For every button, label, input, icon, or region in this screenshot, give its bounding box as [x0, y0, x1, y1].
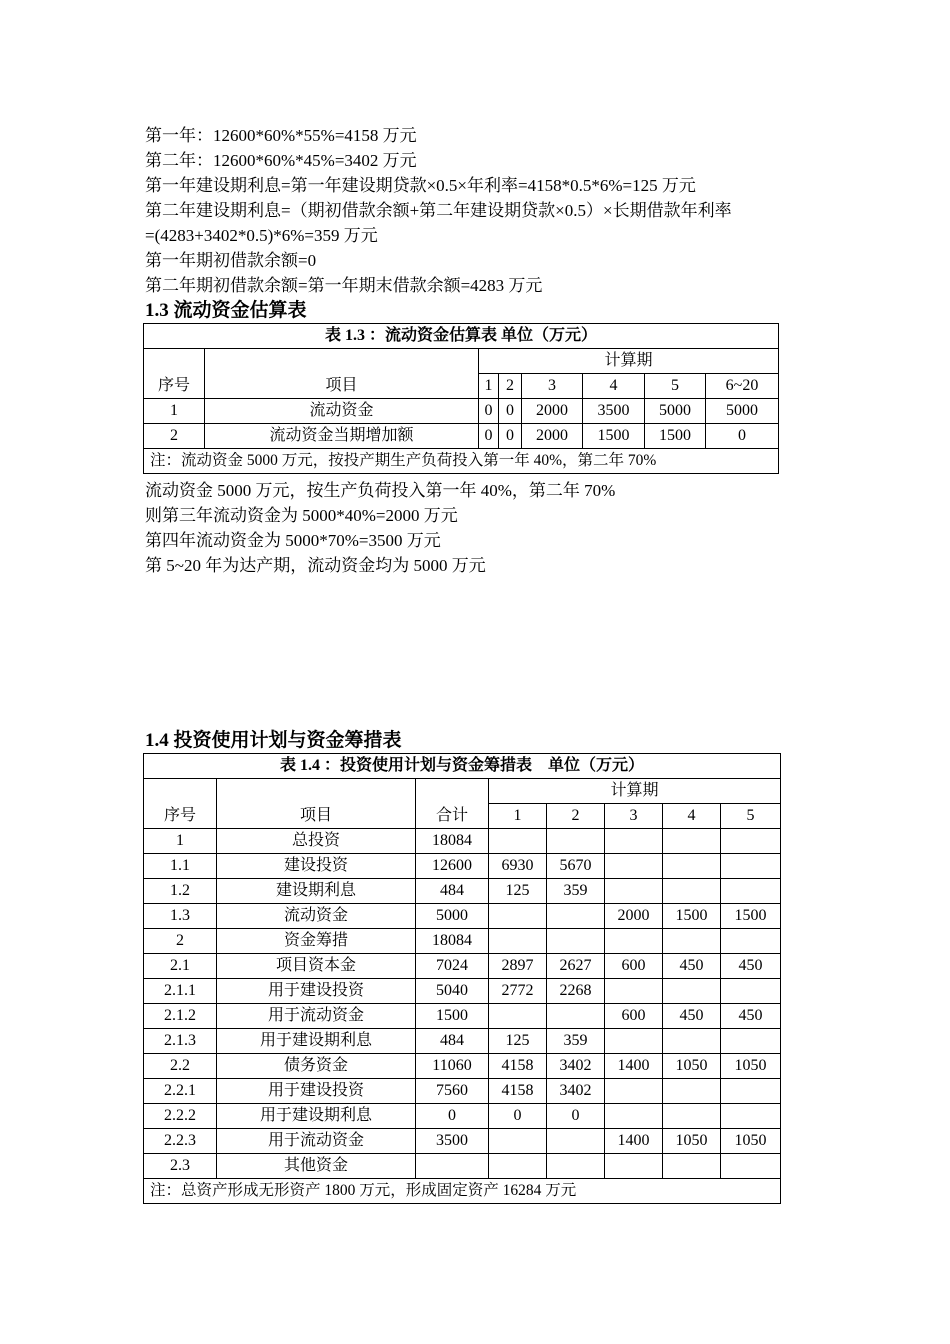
- cell-value: [721, 1154, 781, 1179]
- table-note-row: [144, 449, 779, 474]
- cell-no: 2.2.1: [144, 1079, 217, 1104]
- table-row: [144, 1129, 781, 1154]
- cell-value: 359: [547, 879, 605, 904]
- cell-value: 3402: [547, 1079, 605, 1104]
- cell-value: 0: [547, 1104, 605, 1129]
- cell-value: [605, 979, 663, 1004]
- period-col-header: 3: [605, 804, 663, 829]
- cell-item: 用于建设期利息: [217, 1104, 416, 1129]
- body-line: 则第三年流动资金为 5000*40%=2000 万元: [145, 506, 458, 525]
- cell-no: 2: [144, 424, 205, 449]
- section-heading-1-4: 1.4 投资使用计划与资金筹措表: [145, 730, 402, 751]
- period-col-header: 3: [522, 374, 583, 399]
- cell-value: 0: [479, 424, 499, 449]
- cell-value: [663, 879, 721, 904]
- cell-value: [605, 929, 663, 954]
- cell-value: 5000: [706, 399, 779, 424]
- header-total: 合计: [416, 779, 489, 829]
- cell-value: [605, 1154, 663, 1179]
- cell-value: 450: [721, 954, 781, 979]
- cell-value: [489, 829, 547, 854]
- period-col-header: 2: [499, 374, 522, 399]
- cell-total: 5040: [416, 979, 489, 1004]
- cell-value: 6930: [489, 854, 547, 879]
- cell-value: 5670: [547, 854, 605, 879]
- cell-value: 0: [706, 424, 779, 449]
- cell-value: [663, 979, 721, 1004]
- investment-table-body: [144, 829, 781, 1179]
- cell-total: 5000: [416, 904, 489, 929]
- cell-value: 600: [605, 954, 663, 979]
- table-note: 注：流动资金 5000 万元，按投产期生产负荷投入第一年 40%，第二年 70%: [144, 449, 779, 474]
- table-row: [144, 979, 781, 1004]
- cell-item: 总投资: [217, 829, 416, 854]
- cell-no: 2: [144, 929, 217, 954]
- table-row: [144, 829, 781, 854]
- table-header-row: [144, 779, 781, 804]
- table-row: [144, 1154, 781, 1179]
- cell-value: 0: [499, 424, 522, 449]
- cell-value: [547, 829, 605, 854]
- cell-value: 450: [663, 954, 721, 979]
- cell-value: [663, 1029, 721, 1054]
- cell-total: 18084: [416, 829, 489, 854]
- period-col-header: 5: [645, 374, 706, 399]
- cell-no: 1: [144, 399, 205, 424]
- header-period: 计算期: [489, 779, 781, 804]
- cell-total: 7024: [416, 954, 489, 979]
- cell-value: [489, 904, 547, 929]
- intro-line: 第二年建设期利息=（期初借款余额+第二年建设期贷款×0.5）×长期借款年利率: [145, 201, 732, 220]
- cell-item: 建设投资: [217, 854, 416, 879]
- cell-value: 1500: [583, 424, 645, 449]
- table-row: [144, 904, 781, 929]
- cell-value: 2000: [605, 904, 663, 929]
- cell-value: [663, 1104, 721, 1129]
- cell-value: [605, 1079, 663, 1104]
- cell-total: 3500: [416, 1129, 489, 1154]
- cell-value: 0: [499, 399, 522, 424]
- cell-value: [721, 1029, 781, 1054]
- intro-line: 第一年：12600*60%*55%=4158 万元: [145, 126, 417, 145]
- intro-line: =(4283+3402*0.5)*6%=359 万元: [145, 226, 378, 245]
- cell-value: 4158: [489, 1054, 547, 1079]
- cell-value: 2000: [522, 424, 583, 449]
- cell-value: 4158: [489, 1079, 547, 1104]
- table-caption-row: [144, 754, 781, 779]
- cell-item: 债务资金: [217, 1054, 416, 1079]
- section-heading-1-3: 1.3 流动资金估算表: [145, 300, 307, 321]
- investment-plan-table: [143, 753, 781, 1204]
- cell-value: [547, 929, 605, 954]
- cell-item: 其他资金: [217, 1154, 416, 1179]
- cell-value: 1500: [663, 904, 721, 929]
- cell-no: 2.2: [144, 1054, 217, 1079]
- cell-total: 18084: [416, 929, 489, 954]
- cell-value: [605, 829, 663, 854]
- cell-no: 2.2.3: [144, 1129, 217, 1154]
- table-caption: 表 1.3 ：流动资金估算表 单位（万元）: [144, 324, 779, 349]
- cell-value: [605, 1104, 663, 1129]
- cell-value: 5000: [645, 399, 706, 424]
- cell-value: 2772: [489, 979, 547, 1004]
- cell-value: [489, 1154, 547, 1179]
- cell-no: 2.1.3: [144, 1029, 217, 1054]
- table-row: [144, 1104, 781, 1129]
- cell-value: [663, 829, 721, 854]
- period-col-header: 6~20: [706, 374, 779, 399]
- cell-total: 7560: [416, 1079, 489, 1104]
- header-no: 序号: [144, 349, 205, 399]
- cell-item: 流动资金: [205, 399, 479, 424]
- cell-total: 11060: [416, 1054, 489, 1079]
- intro-line: 第二年：12600*60%*45%=3402 万元: [145, 151, 417, 170]
- header-item: 项目: [205, 349, 479, 399]
- table-caption-row: [144, 324, 779, 349]
- table-row: [144, 954, 781, 979]
- cell-value: 1050: [721, 1129, 781, 1154]
- body-line: 第四年流动资金为 5000*70%=3500 万元: [145, 531, 441, 550]
- cell-item: 项目资本金: [217, 954, 416, 979]
- cell-value: 2897: [489, 954, 547, 979]
- table-header-row: [144, 349, 779, 374]
- cell-value: 600: [605, 1004, 663, 1029]
- cell-no: 1: [144, 829, 217, 854]
- table-note-row: [144, 1179, 781, 1204]
- cell-total: 484: [416, 879, 489, 904]
- cell-value: [721, 929, 781, 954]
- cell-value: 359: [547, 1029, 605, 1054]
- cell-item: 用于流动资金: [217, 1004, 416, 1029]
- cell-value: [605, 1029, 663, 1054]
- cell-no: 1.2: [144, 879, 217, 904]
- table-row: [144, 1054, 781, 1079]
- cell-total: 1500: [416, 1004, 489, 1029]
- period-col-header: 2: [547, 804, 605, 829]
- cell-value: [721, 829, 781, 854]
- cell-value: 125: [489, 1029, 547, 1054]
- cell-value: [547, 1004, 605, 1029]
- cell-value: [663, 929, 721, 954]
- header-item: 项目: [217, 779, 416, 829]
- period-col-header: 1: [489, 804, 547, 829]
- cell-value: 1400: [605, 1054, 663, 1079]
- cell-value: 1050: [663, 1129, 721, 1154]
- table-note: 注：总资产形成无形资产 1800 万元，形成固定资产 16284 万元: [144, 1179, 781, 1204]
- table-row: [144, 1079, 781, 1104]
- cell-no: 2.3: [144, 1154, 217, 1179]
- cell-value: 0: [479, 399, 499, 424]
- cell-value: 1050: [663, 1054, 721, 1079]
- cell-item: 流动资金: [217, 904, 416, 929]
- table-row: [144, 1004, 781, 1029]
- body-line: 第 5~20 年为达产期，流动资金均为 5000 万元: [145, 556, 486, 575]
- cell-value: [605, 854, 663, 879]
- cell-total: 12600: [416, 854, 489, 879]
- cell-item: 流动资金当期增加额: [205, 424, 479, 449]
- cell-total: 0: [416, 1104, 489, 1129]
- table-row: [144, 399, 779, 424]
- table-row: [144, 929, 781, 954]
- cell-value: [547, 904, 605, 929]
- cell-value: 3500: [583, 399, 645, 424]
- cell-total: [416, 1154, 489, 1179]
- cell-no: 1.3: [144, 904, 217, 929]
- cell-value: 1400: [605, 1129, 663, 1154]
- period-col-header: 1: [479, 374, 499, 399]
- period-col-header: 4: [663, 804, 721, 829]
- cell-value: [489, 1129, 547, 1154]
- cell-item: 建设期利息: [217, 879, 416, 904]
- period-col-header: 5: [721, 804, 781, 829]
- intro-line: 第一年建设期利息=第一年建设期贷款×0.5×年利率=4158*0.5*6%=125 万元: [145, 176, 696, 195]
- table-row: [144, 1029, 781, 1054]
- cell-value: [721, 1079, 781, 1104]
- cell-no: 2.1.1: [144, 979, 217, 1004]
- cell-value: [721, 854, 781, 879]
- cell-value: [663, 1154, 721, 1179]
- table-row: [144, 854, 781, 879]
- header-period: 计算期: [479, 349, 779, 374]
- cell-item: 资金筹措: [217, 929, 416, 954]
- cell-item: 用于建设期利息: [217, 1029, 416, 1054]
- intro-line: 第一年期初借款余额=0: [145, 251, 317, 270]
- table-row: [144, 424, 779, 449]
- cell-value: 1500: [721, 904, 781, 929]
- cell-total: 484: [416, 1029, 489, 1054]
- cell-value: 2627: [547, 954, 605, 979]
- cell-value: [547, 1129, 605, 1154]
- cell-value: [605, 879, 663, 904]
- cell-value: [547, 1154, 605, 1179]
- cell-item: 用于流动资金: [217, 1129, 416, 1154]
- cell-no: 2.1: [144, 954, 217, 979]
- intro-line: 第二年期初借款余额=第一年期末借款余额=4283 万元: [145, 276, 543, 295]
- cell-value: 125: [489, 879, 547, 904]
- cell-value: [721, 879, 781, 904]
- cell-no: 1.1: [144, 854, 217, 879]
- cell-value: 1500: [645, 424, 706, 449]
- cell-value: [489, 1004, 547, 1029]
- cell-value: 1050: [721, 1054, 781, 1079]
- cell-item: 用于建设投资: [217, 979, 416, 1004]
- header-no: 序号: [144, 779, 217, 829]
- cell-value: [721, 1104, 781, 1129]
- cell-no: 2.2.2: [144, 1104, 217, 1129]
- period-col-header: 4: [583, 374, 645, 399]
- cell-value: 2000: [522, 399, 583, 424]
- body-line: 流动资金 5000 万元，按生产负荷投入第一年 40%，第二年 70%: [145, 481, 616, 500]
- table-row: [144, 879, 781, 904]
- cell-value: [721, 979, 781, 1004]
- cell-value: 450: [663, 1004, 721, 1029]
- cell-item: 用于建设投资: [217, 1079, 416, 1104]
- working-capital-table: [143, 323, 779, 474]
- cell-value: 0: [489, 1104, 547, 1129]
- cell-value: 450: [721, 1004, 781, 1029]
- table-caption: 表 1.4 ：投资使用计划与资金筹措表 单位（万元）: [144, 754, 781, 779]
- cell-value: [663, 1079, 721, 1104]
- cell-value: [663, 854, 721, 879]
- cell-no: 2.1.2: [144, 1004, 217, 1029]
- cell-value: [489, 929, 547, 954]
- cell-value: 2268: [547, 979, 605, 1004]
- cell-value: 3402: [547, 1054, 605, 1079]
